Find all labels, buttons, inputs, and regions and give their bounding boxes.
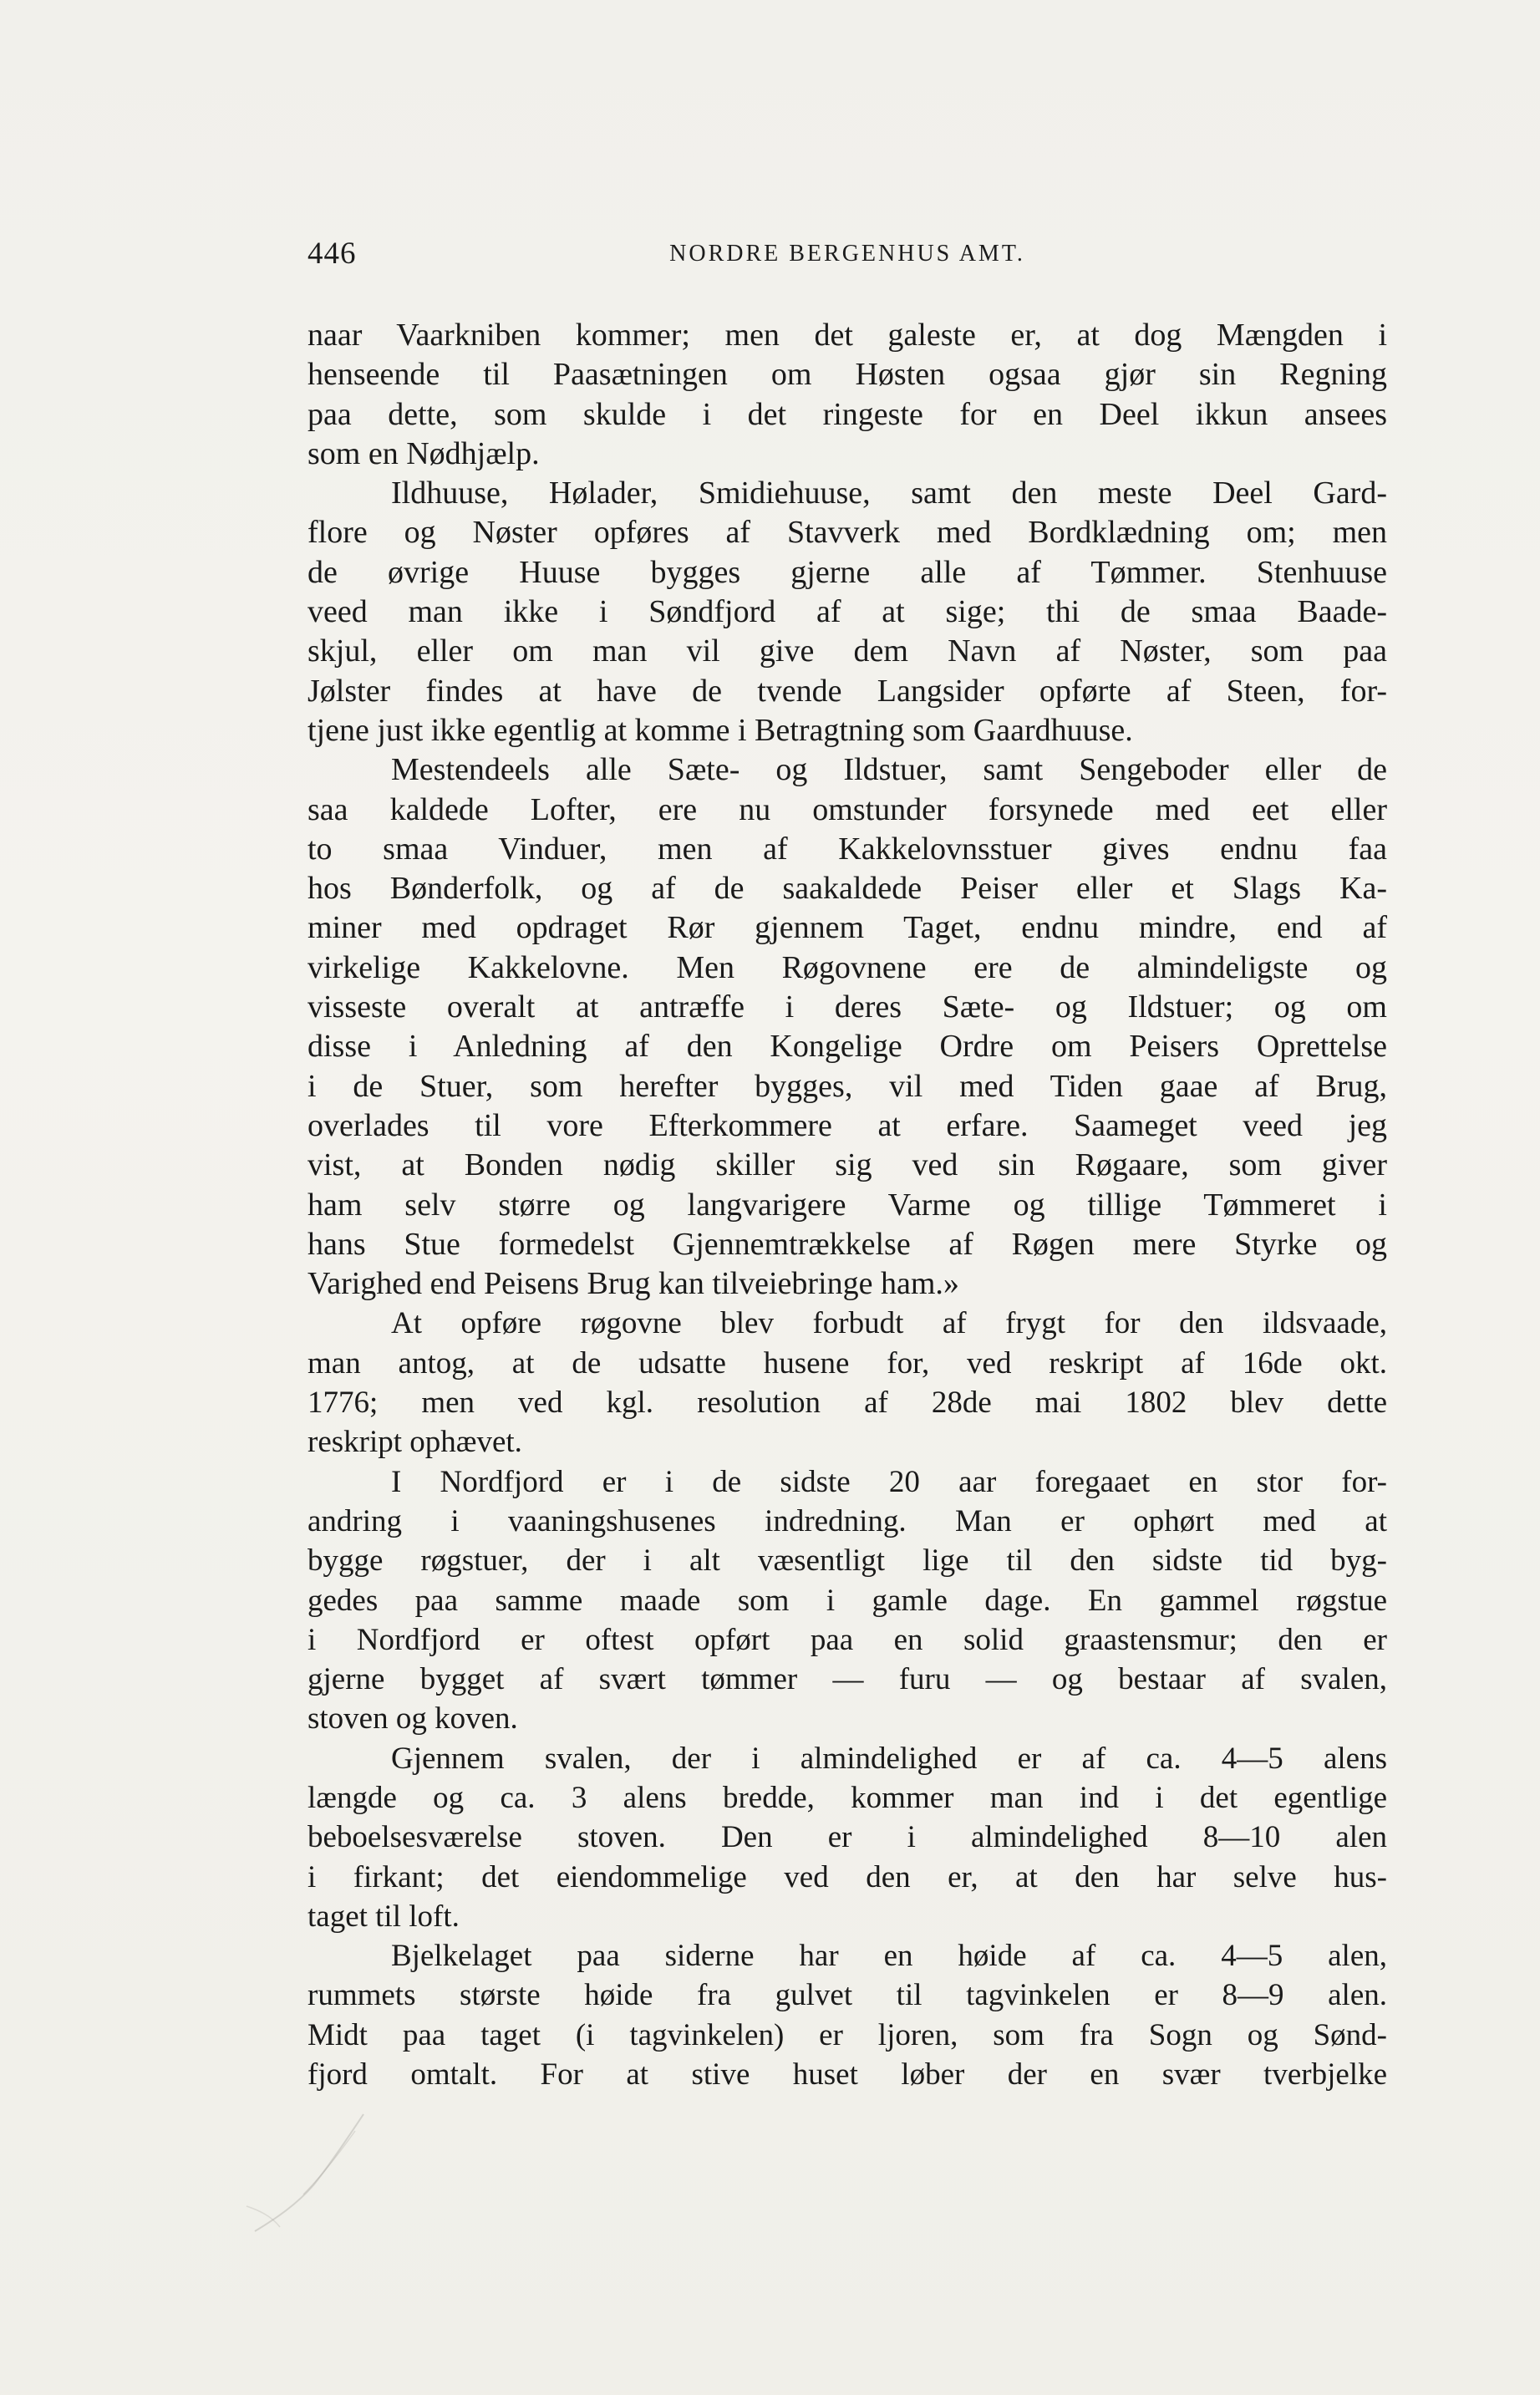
text-line: overlades til vore Efterkommere at erfare. Saameget veed jeg: [307, 1107, 1387, 1143]
text-line: fjord omtalt. For at stive huset løber der en svær tverbjelke: [307, 2057, 1387, 2092]
text-line: Ildhuuse, Hølader, Smidiehuuse, samt den meste Deel Gard-: [391, 475, 1387, 511]
text-line: i firkant; det eiendommelige ved den er, at den har selve hus-: [307, 1859, 1387, 1894]
text-line: paa dette, som skulde i det ringeste for en Deel ikkun ansees: [307, 396, 1387, 432]
text-line: ham selv større og langvarigere Varme og tillige Tømmeret i: [307, 1187, 1387, 1223]
text-line: At opføre røgovne blev forbudt af frygt for den ildsvaade,: [391, 1306, 1387, 1341]
text-line: disse i Anledning af den Kongelige Ordre om Peisers Oprettelse: [307, 1029, 1387, 1065]
paragraph-6: [307, 1739, 1387, 1936]
text-line: som en Nødhjælp.: [307, 435, 540, 471]
text-line: i de Stuer, som herefter bygges, vil med Tiden gaae af Brug,: [307, 1068, 1387, 1104]
text-line: i Nordfjord er oftest opført paa en solid graastensmur; den er: [307, 1622, 1387, 1657]
paragraph-7: [307, 1936, 1387, 2094]
text-line: Midt paa taget (i tagvinkelen) er ljoren, som fra Sogn og Sønd-: [307, 2017, 1387, 2052]
paragraph-3: [307, 750, 1387, 1304]
text-line: rummets største høide fra gulvet til tagvinkelen er 8—9 alen.: [307, 1978, 1387, 2013]
text-line: andring i vaaningshusenes indredning. Man er ophørt med at: [307, 1503, 1387, 1538]
text-line: I Nordfjord er i de sidste 20 aar foregaaet en stor for-: [391, 1464, 1387, 1499]
page-header: [307, 236, 1387, 286]
text-line: de øvrige Huuse bygges gjerne alle af Tømmer. Stenhuuse: [307, 554, 1387, 590]
paragraph-5: [307, 1462, 1387, 1739]
paragraph-1: [307, 316, 1387, 474]
text-line: hans Stue formedelst Gjennemtrækkelse af Røgen mere Styrke og: [307, 1226, 1387, 1262]
text-line: to smaa Vinduer, men af Kakkelovnsstuer gives endnu faa: [307, 831, 1387, 867]
pencil-mark-smudge: [196, 2106, 380, 2240]
body-text: [307, 316, 1387, 2094]
running-head: NORDRE BERGENHUS AMT.: [669, 241, 1025, 267]
text-line: beboelsesværelse stoven. Den er i almindelighed 8—10 alen: [307, 1820, 1387, 1855]
text-line: Gjennem svalen, der i almindelighed er af ca. 4—5 alens: [391, 1741, 1387, 1776]
text-line: miner med opdraget Rør gjennem Taget, endnu mindre, end af: [307, 910, 1387, 946]
text-line: bygge røgstuer, der i alt væsentligt lige til den sidste tid byg-: [307, 1543, 1387, 1579]
text-line: naar Vaarkniben kommer; men det galeste er, at dog Mængden i: [307, 318, 1387, 353]
paragraph-2: [307, 474, 1387, 750]
text-line: henseende til Paasætningen om Høsten ogsaa gjør sin Regning: [307, 357, 1387, 393]
text-line: Bjelkelaget paa siderne har en høide af ca. 4—5 alen,: [391, 1939, 1387, 1974]
text-line: 1776; men ved kgl. resolution af 28de mai 1802 blev dette: [307, 1386, 1387, 1421]
text-line: reskript ophævet.: [307, 1425, 522, 1460]
text-line: saa kaldede Lofter, ere nu omstunder forsynede med eet eller: [307, 791, 1387, 827]
page-number: 446: [307, 236, 357, 271]
text-line: Varighed end Peisens Brug kan tilveiebringe ham.»: [307, 1266, 959, 1302]
text-line: gjerne bygget af svært tømmer — furu — og bestaar af svalen,: [307, 1662, 1387, 1697]
text-line: taget til loft.: [307, 1899, 460, 1934]
text-line: Mestendeels alle Sæte- og Ildstuer, samt Sengeboder eller de: [391, 752, 1387, 788]
text-line: længde og ca. 3 alens bredde, kommer man ind i det egentlige: [307, 1780, 1387, 1815]
text-line: visseste overalt at antræffe i deres Sæte- og Ildstuer; og om: [307, 989, 1387, 1025]
text-line: virkelige Kakkelovne. Men Røgovnene ere de almindeligste og: [307, 949, 1387, 985]
text-line: skjul, eller om man vil give dem Navn af Nøster, som paa: [307, 633, 1387, 669]
text-line: man antog, at de udsatte husene for, ved reskript af 16de okt.: [307, 1345, 1387, 1381]
paragraph-4: [307, 1304, 1387, 1462]
text-line: tjene just ikke egentlig at komme i Betragtning som Gaardhuuse.: [307, 712, 1133, 748]
text-line: Jølster findes at have de tvende Langsider opførte af Steen, for-: [307, 673, 1387, 709]
text-line: flore og Nøster opføres af Stavverk med Bordklædning om; men: [307, 515, 1387, 551]
text-line: hos Bønderfolk, og af de saakaldede Peiser eller et Slags Ka-: [307, 871, 1387, 907]
text-line: gedes paa samme maade som i gamle dage. En gammel røgstue: [307, 1583, 1387, 1618]
text-line: vist, at Bonden nødig skiller sig ved sin Røgaare, som giver: [307, 1147, 1387, 1183]
text-line: stoven og koven.: [307, 1701, 518, 1737]
text-line: veed man ikke i Søndfjord af at sige; thi de smaa Baade-: [307, 594, 1387, 630]
